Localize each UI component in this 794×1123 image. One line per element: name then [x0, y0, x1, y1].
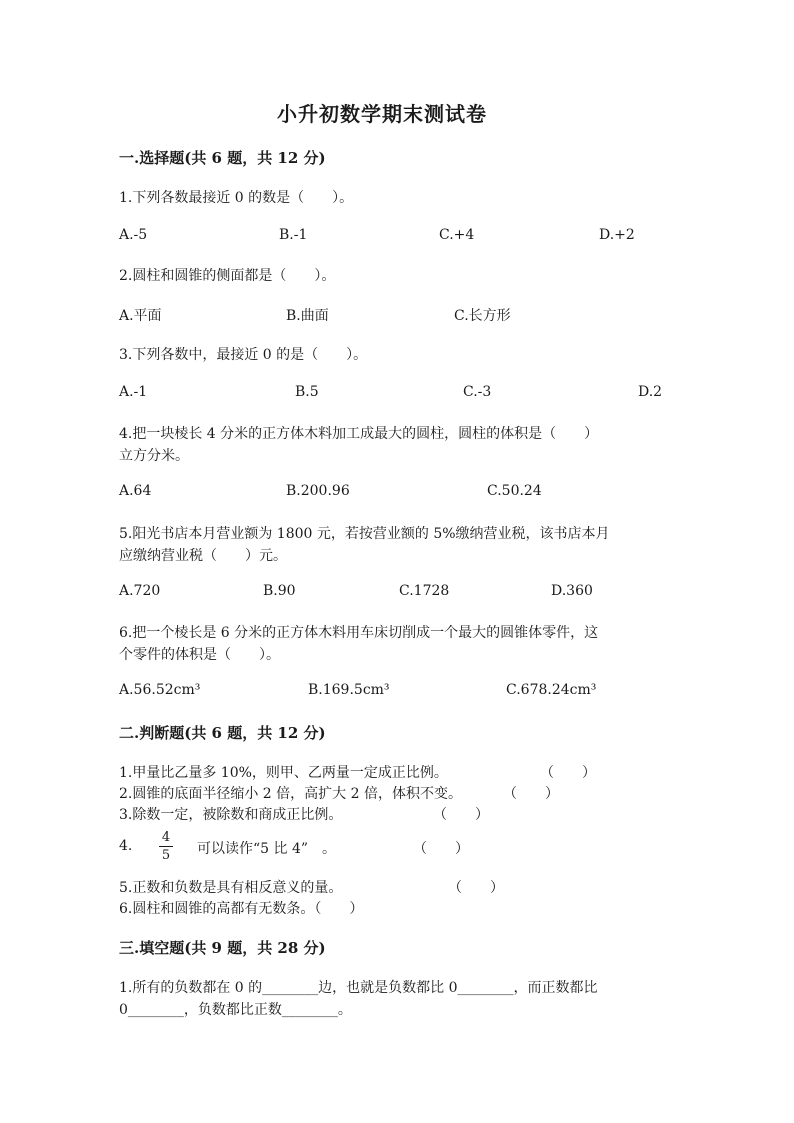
fraction-bar [159, 846, 173, 847]
option-b: B.-1 [279, 227, 308, 243]
question-text: 2.圆柱和圆锥的侧面都是（ ）。 [119, 268, 336, 284]
option-d: D.2 [638, 384, 663, 400]
question-text-continued: 应缴纳营业税（ ）元。 [119, 548, 287, 564]
option-c: C.1728 [399, 583, 450, 599]
statement-text: 1.甲量比乙量多 10%，则甲、乙两量一定成正比例。 [119, 765, 448, 781]
statement-text: 3.除数一定，被除数和商成正比例。 [119, 807, 343, 823]
option-c: C.50.24 [487, 483, 542, 499]
answer-parentheses: （ ） [413, 841, 469, 857]
option-a: A.平面 [119, 308, 162, 324]
question-text-continued: 个零件的体积是（ ）。 [119, 647, 280, 663]
fraction [159, 830, 173, 863]
option-b: B.5 [295, 384, 319, 400]
fraction-numerator: 4 [161, 830, 171, 845]
question-text: 6.把一个棱长是 6 分米的正方体木料用车床切削成一个最大的圆锥体零件，这 [119, 625, 599, 641]
option-a: A.56.52cm³ [119, 682, 201, 698]
answer-parentheses: （ ） [540, 765, 596, 781]
question-text: 1.所有的负数都在 0 的________边，也就是负数都比 0________，而正数都比 [119, 980, 598, 996]
answer-parentheses: （ ） [503, 786, 559, 802]
option-c: C.-3 [463, 384, 492, 400]
option-a: A.64 [119, 483, 152, 499]
option-d: D.+2 [599, 227, 635, 243]
page-title: 小升初数学期末测试卷 [277, 102, 487, 126]
option-a: A.720 [119, 583, 161, 599]
answer-parentheses: （ ） [448, 880, 504, 896]
question-text: 5.阳光书店本月营业额为 1800 元，若按营业额的 5%缴纳营业税，该书店本月 [119, 526, 610, 542]
statement-text: 可以读作“5 比 4” 。 [197, 841, 337, 857]
option-b: B.169.5cm³ [308, 682, 390, 698]
option-c: C.+4 [439, 227, 475, 243]
option-a: A.-5 [119, 227, 148, 243]
option-b: B.曲面 [286, 308, 329, 324]
answer-parentheses: （ ） [433, 807, 489, 823]
statement-text: 2.圆锥的底面半径缩小 2 倍，高扩大 2 倍，体积不变。 [119, 786, 462, 802]
option-d: D.360 [551, 583, 593, 599]
statement-text: 6.圆柱和圆锥的高都有无数条。（ ） [119, 901, 364, 917]
statement-text: 5.正数和负数是具有相反意义的量。 [119, 880, 343, 896]
option-a: A.-1 [119, 384, 148, 400]
question-text: 4.把一块棱长 4 分米的正方体木料加工成最大的圆柱，圆柱的体积是（ ） [119, 426, 599, 442]
option-b: B.90 [263, 583, 296, 599]
fraction-denominator: 5 [161, 848, 171, 863]
statement-number: 4. [119, 838, 133, 854]
option-c: C.长方形 [454, 308, 511, 324]
question-text: 1.下列各数最接近 0 的数是（ ）。 [119, 190, 354, 206]
question-text-continued: 立方分米。 [119, 448, 189, 464]
section-heading-judgement: 二.判断题(共 6 题，共 12 分) [119, 724, 326, 742]
section-heading-fill-blank: 三.填空题(共 9 题，共 28 分) [119, 939, 326, 957]
question-text-continued: 0________，负数都比正数________。 [119, 1002, 352, 1018]
option-b: B.200.96 [286, 483, 350, 499]
option-c: C.678.24cm³ [506, 682, 597, 698]
section-heading-choice: 一.选择题(共 6 题，共 12 分) [119, 149, 326, 167]
question-text: 3.下列各数中，最接近 0 的是（ ）。 [119, 347, 368, 363]
